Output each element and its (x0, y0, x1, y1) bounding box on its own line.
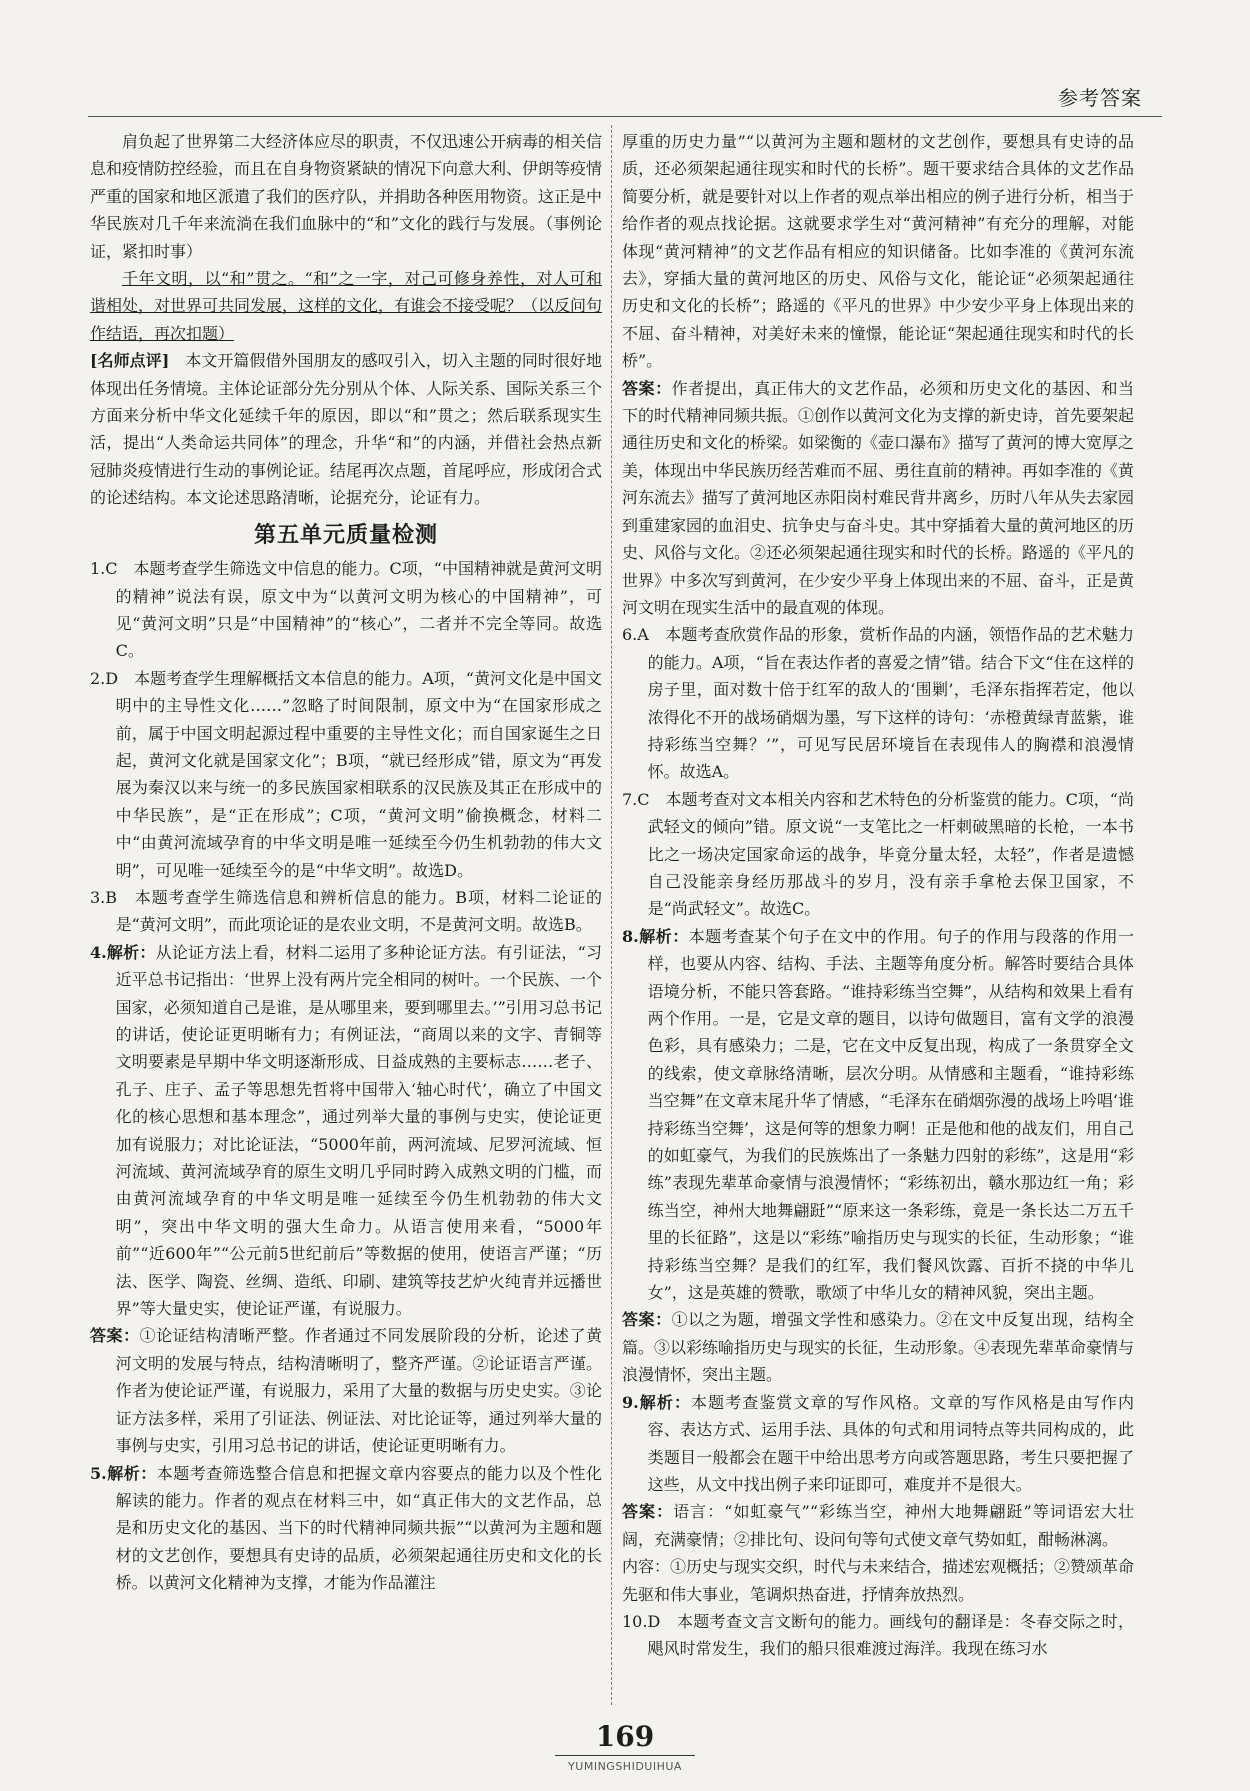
right-column (622, 128, 1134, 1663)
answer-8-analysis (622, 923, 1134, 1307)
section-title: 第五单元质量检测 (253, 521, 438, 548)
answer-9-text: 本题考查鉴赏文章的写作风格。文章的写作风格是由写作内容、表达方式、运用手法、具体的句式和用词特点等共同构成的，此类题目一般都会在题干中给出思考方向或答题思路，考生只要把握了这些，从文中找出例子来印证即可，难度并不是很大。 (647, 1392, 1134, 1494)
answer-9-ans-label: 答案： (622, 1502, 674, 1522)
answer-2: 2.D 本题考查学生理解概括文本信息的能力。A项，“黄河文化是中国文明中的主导性文化……”忽略了时间限制，原文中为“在国家形成之前，属于中国文明起源过程中重要的主导性文化；而自国家诞生之日起，黄河文化就是国家文化”；B项，“就已经形成”错，原文为“再发展为秦汉以来与统一的多民族国家相联系的汉民族及其正在形成中的中华民族”，是“正在形成”；C项，“黄河文明”偷换概念，材料二中“由黄河流域孕育的中华文明是唯一延续至今仍生机勃勃的伟大文明”，可见唯一延续至今的是“中华文明”。故选D。 (90, 668, 602, 880)
footer-brand: YUMINGSHIDUIHUA (568, 1760, 682, 1773)
answer-5-text: 本题考查筛选整合信息和把握文章内容要点的能力以及个性化解读的能力。作者的观点在材料三中，如“真正伟大的文艺作品，总是和历史文化的基因、当下的时代精神同频共振”“以黄河为主题和题材的文艺创作，要想具有史诗的品质，必须架起通往历史和文化的长桥。以黄河文化精神为支撑，才能为作品灌注 (115, 1463, 602, 1593)
column-divider (611, 125, 612, 1705)
intro-paragraph-1: 肩负起了世界第二大经济体应尽的职责，不仅迅速公开病毒的相关信息和疫情防控经验，而且在自身物资紧缺的情况下向意大利、伊朗等疫情严重的国家和地区派遣了我们的医疗队，并捐助各种医用物资。这正是中华民族对几千年来流淌在我们血脉中的“和”文化的践行与发展。（事例论证，紧扣时事） (90, 132, 603, 261)
answer-5-ans-text: 作者提出，真正伟大的文艺作品，必须和历史文化的基因、和当下的时代精神同频共振。①创作以黄河文化为支撑的新史诗，首先要架起通往历史和文化的桥梁。如梁衡的《壶口瀑布》描写了黄河的博大宽厚之美，体现出中华民族历经苦难而不屈、勇往直前的精神。再如李准的《黄河东流去》描写了黄河地区赤阳岗村难民背井离乡，历时八年从失去家园到重建家园的血泪史、抗争史与奋斗史。其中穿插着大量的黄河地区的历史、风俗与文化。②还必须架起通往现实和时代的长桥。路遥的《平凡的世界》中多次写到黄河，在少安少平身上体现出来的不屈、奋斗，正是黄河文明在现实生活中的最直观的体现。 (622, 378, 1135, 617)
answer-10: 10.D 本题考查文言文断句的能力。画线句的翻译是：冬春交际之时，飓风时常发生，我们的船只很难渡过海洋。我现在练习水 (622, 1611, 1134, 1659)
answer-9-analysis (622, 1389, 1134, 1499)
answer-8-text: 本题考查某个句子在文中的作用。句子的作用与段落的作用一样，也要从内容、结构、手法、主题等角度分析。解答时要结合具体语境分析，不能只答套路。“谁持彩练当空舞”，从结构和效果上看有两个作用。一是，它是文章的题目，以诗句做题目，富有文学的浪漫色彩，具有感染力；二是，它在文中反复出现，构成了一条贯穿全文的线索，使文章脉络清晰，层次分明。从情感和主题看，“谁持彩练当空舞”在文章末尾升华了情感，“毛泽东在硝烟弥漫的战场上吟唱‘谁持彩练当空舞’，这是何等的想象力啊！正是他和他的战友们，用自己的如虹豪气，为我们的民族炼出了一条魅力四射的彩练”，这是用“彩练”表现先辈革命豪情与浪漫情怀；“彩练初出，赣水那边红一角；彩练当空，神州大地舞翩跹”“原来这一条彩练，竟是一条长达二万五千里的长征路”，这是以“彩练”喻指历史与现实的长征，生动形象；“谁持彩练当空舞？是我们的红军，我们餐风饮露、百折不挠的中华儿女”，这是英雄的赞歌，歌颂了中华儿女的精神风貌，突出主题。 (647, 926, 1134, 1303)
teacher-comment-label: [名师点评] (90, 351, 170, 371)
answer-9-label: 9.解析： (622, 1392, 692, 1412)
answer-1: 1.C 本题考查学生筛选文中信息的能力。C项，“中国精神就是黄河文明的精神”说法有误，原文中为“以黄河文明为核心的中国精神”，可见“黄河文明”只是“中国精神”的“核心”，二者并不完全等同。故选C。 (90, 559, 602, 661)
answer-3: 3.B 本题考查学生筛选信息和辨析信息的能力。B项，材料二论证的是“黄河文明”，而此项论证的是农业文明，不是黄河文明。故选B。 (90, 887, 602, 935)
answer-4-analysis (90, 939, 602, 1323)
answer-7: 7.C 本题考查对文本相关内容和艺术特色的分析鉴赏的能力。C项，“尚武轻文的倾向”错。原文说“一支笔比之一杆刺破黑暗的长枪，一本书比之一场决定国家命运的战争，毕竟分量太轻，太轻”，作者是遗憾自己没能亲身经历那战斗的岁月，没有亲手拿枪去保卫国家，不是“尚武轻文”。故选C。 (622, 789, 1134, 919)
teacher-comment (90, 347, 602, 511)
header-title: 参考答案 (1058, 86, 1142, 110)
intro-paragraph-2: 千年文明，以“和”贯之。“和”之一字，对己可修身养性，对人可和谐相处，对世界可共同发展，这样的文化，有谁会不接受呢？（以反问句作结语，再次扣题） (90, 269, 603, 343)
answer-4-answer (90, 1322, 602, 1459)
answer-4-ans-label: 答案： (90, 1326, 140, 1346)
answer-5-analysis (90, 1460, 602, 1597)
answer-5-label: 5.解析： (90, 1463, 157, 1483)
page-number: 169 (595, 1720, 655, 1753)
answer-5-answer (622, 375, 1134, 622)
answer-4-ans-text: ①论证结构清晰严整。作者通过不同发展阶段的分析，论述了黄河文明的发展与特点，结构清晰明了，整齐严谨。②论证语言严谨。作者为使论证严谨，有说服力，采用了大量的数据与历史史实。③论证方法多样，采用了引证法、例证法、对比论证等，通过列举大量的事例与史实，引用习总书记的讲话，使论证更明晰有力。 (115, 1326, 602, 1456)
answer-5-ans-label: 答案： (622, 378, 672, 398)
page-number-rule (555, 1755, 695, 1756)
answer-9-answer-content: 内容：①历史与现实交织，时代与未来结合，描述宏观概括；②赞颂革命先驱和伟大事业，笔调炽热奋进，抒情奔放热烈。 (622, 1557, 1135, 1604)
answer-4-label: 4.解析： (90, 942, 156, 962)
answer-8-ans-label: 答案： (622, 1310, 672, 1330)
answer-6: 6.A 本题考查欣赏作品的形象，赏析作品的内涵，领悟作品的艺术魅力的能力。A项，“旨在表达作者的喜爱之情”错。结合下文“住在这样的房子里，面对数十倍于红军的敌人的‘围剿’，毛泽东指挥若定，他以浓得化不开的战场硝烟为墨，写下这样的诗句：‘赤橙黄绿青蓝紫，谁持彩练当空舞？’”，可见写民居环境旨在表现伟人的胸襟和浪漫情怀。故选A。 (622, 625, 1134, 782)
teacher-comment-text: 本文开篇假借外国朋友的感叹引入，切入主题的同时很好地体现出任务情境。主体论证部分先分别从个体、人际关系、国际关系三个方面来分析中华文化延续千年的原因，即以“和”贯之；然后联系现实生活，提出“人类命运共同体”的理念，升华“和”的内涵，并借社会热点新冠肺炎疫情进行生动的事例论证。结尾再次点题，首尾呼应，形成闭合式的论述结构。本文论述思路清晰，论据充分，论证有力。 (90, 351, 603, 508)
answer-9-ans-text: 语言：“如虹豪气”“彩练当空，神州大地舞翩跹”等词语宏大壮阔，充满豪情；②排比句、设问句等句式使文章气势如虹，酣畅淋漓。 (622, 1502, 1134, 1549)
answer-8-ans-text: ①以之为题，增强文学性和感染力。②在文中反复出现，结构全篇。③以彩练喻指历史与现实的长征，生动形象。④表现先辈革命豪情与浪漫情怀，突出主题。 (622, 1310, 1135, 1385)
answer-5-continued: 厚重的历史力量”“以黄河为主题和题材的文艺创作，要想具有史诗的品质，还必须架起通往现实和时代的长桥”。题干要求结合具体的文艺作品简要分析，就是要针对以上作者的观点举出相应的例子进行分析，相当于给作者的观点找论据。这就要求学生对“黄河精神”有充分的理解，对能体现“黄河精神”的文艺作品有相应的知识储备。比如李准的《黄河东流去》，穿插大量的黄河地区的历史、风俗与文化，能论证“必须架起通往历史和文化的长桥”；路遥的《平凡的世界》中少安少平身上体现出来的不屈、奋斗精神，对美好未来的憧憬，能论证“架起通往现实和时代的长桥”。 (622, 132, 1135, 371)
header-rule (88, 116, 1162, 117)
answer-8-label: 8.解析： (622, 926, 689, 946)
answer-4-text: 从论证方法上看，材料二运用了多种论证方法。有引证法，“习近平总书记指出：‘世界上没有两片完全相同的树叶。一个民族、一个国家，必须知道自己是谁，是从哪里来，要到哪里去。’”引用习总书记的讲话，使论证更明晰有力；有例证法，“商周以来的文字、青铜等文明要素是早期中华文明逐渐形成、日益成熟的主要标志……老子、孔子、庄子、孟子等思想先哲将中国带入‘轴心时代’，确立了中国文化的核心思想和基本理念”，通过列举大量的事例与史实，使论证更加有说服力；对比论证法，“5000年前，两河流域、尼罗河流域、恒河流域、黄河流域孕育的原生文明几乎同时跨入成熟文明的门槛，而由黄河流域孕育的中华文明是唯一延续至今仍生机勃勃的伟大文明”，突出中华文明的强大生命力。从语言使用来看，“5000年前”“近600年”“公元前5世纪前后”等数据的使用，使语言严谨；“历法、医学、陶瓷、丝绸、造纸、印刷、建筑等技艺炉火纯青并远播世界”等大量史实，使论证严谨，有说服力。 (115, 942, 602, 1319)
left-column (90, 128, 602, 1597)
answer-8-answer (622, 1306, 1134, 1388)
answer-9-answer (622, 1498, 1134, 1553)
